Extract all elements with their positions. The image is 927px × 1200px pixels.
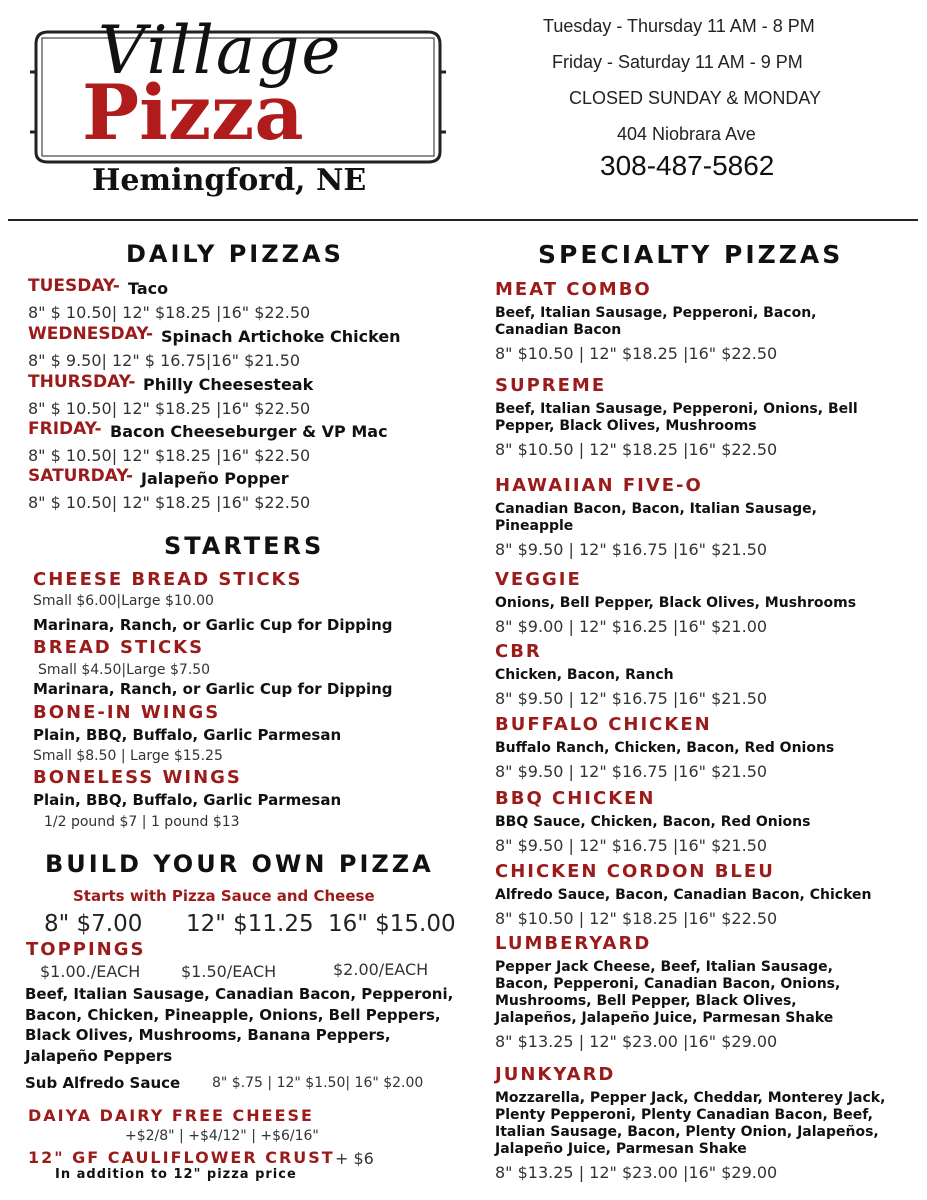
description-line: Onions, Bell Pepper, Black Olives, Mushrooms xyxy=(495,595,857,611)
description-line: Pineapple xyxy=(495,518,574,534)
daily-pizza-day: SATURDAY- xyxy=(28,466,134,486)
alfredo-label: Sub Alfredo Sauce xyxy=(25,1074,181,1092)
alfredo-price: 8" $.75 | 12" $1.50| 16" $2.00 xyxy=(212,1075,424,1091)
specialty-pizza-price: 8" $9.00 | 12" $16.25 |16" $21.00 xyxy=(495,617,768,636)
specialty-pizza-description xyxy=(495,305,817,339)
daily-pizza-price: 8" $ 10.50| 12" $18.25 |16" $22.50 xyxy=(28,446,311,465)
specialty-pizza-price: 8" $9.50 | 12" $16.75 |16" $21.50 xyxy=(495,762,768,781)
specialty-pizza-price: 8" $10.50 | 12" $18.25 |16" $22.50 xyxy=(495,440,778,459)
starter-price: Small $6.00|Large $10.00 xyxy=(33,593,214,609)
specialty-pizza-name: LUMBERYARD xyxy=(495,933,652,954)
description-line: Pepper, Black Olives, Mushrooms xyxy=(495,418,757,434)
header-divider xyxy=(8,219,918,221)
gf-crust-price: + $6 xyxy=(335,1149,374,1168)
gf-crust-label: 12" GF CAULIFLOWER CRUST xyxy=(28,1148,335,1167)
starter-description: Marinara, Ranch, or Garlic Cup for Dipping xyxy=(33,616,393,634)
daily-pizza-name: Taco xyxy=(128,279,169,298)
specialty-pizza-price: 8" $9.50 | 12" $16.75 |16" $21.50 xyxy=(495,836,768,855)
specialty-pizza-name: BUFFALO CHICKEN xyxy=(495,714,712,735)
specialty-pizza-name: CBR xyxy=(495,641,542,662)
logo-village: Village xyxy=(98,12,343,89)
byo-size-8: 8" $7.00 xyxy=(44,911,143,937)
description-line: BBQ Sauce, Chicken, Bacon, Red Onions xyxy=(495,814,811,830)
specialty-pizza-description xyxy=(495,814,810,831)
description-line: Buffalo Ranch, Chicken, Bacon, Red Onions xyxy=(495,740,835,756)
daily-pizza-day: TUESDAY- xyxy=(28,276,120,296)
description-line: Pepper Jack Cheese, Beef, Italian Sausage, xyxy=(495,959,833,975)
specialty-pizza-name: VEGGIE xyxy=(495,569,582,590)
hours-weekend: Friday - Saturday 11 AM - 9 PM xyxy=(552,52,803,72)
toppings-line: Black Olives, Mushrooms, Banana Peppers, xyxy=(25,1026,391,1044)
specialty-pizzas-heading: SPECIALTY PIZZAS xyxy=(538,240,844,269)
specialty-pizza-name: SUPREME xyxy=(495,375,607,396)
address: 404 Niobrara Ave xyxy=(617,124,756,144)
starters-heading: STARTERS xyxy=(164,532,325,560)
description-line: Chicken, Bacon, Ranch xyxy=(495,667,674,683)
byo-size-12: 12" $11.25 xyxy=(186,911,314,937)
starter-name: BONE-IN WINGS xyxy=(33,702,221,723)
starter-name: BONELESS WINGS xyxy=(33,767,242,788)
daily-pizza-name: Bacon Cheeseburger & VP Mac xyxy=(110,422,388,441)
daily-pizza-name: Jalapeño Popper xyxy=(141,469,289,488)
specialty-pizza-price: 8" $13.25 | 12" $23.00 |16" $29.00 xyxy=(495,1032,778,1051)
specialty-pizza-description xyxy=(495,595,856,612)
starter-description: Plain, BBQ, Buffalo, Garlic Parmesan xyxy=(33,726,342,744)
description-line: Bacon, Pepperoni, Canadian Bacon, Onions, xyxy=(495,976,841,992)
specialty-pizza-name: BBQ CHICKEN xyxy=(495,788,656,809)
specialty-pizza-name: HAWAIIAN FIVE-O xyxy=(495,475,703,496)
specialty-pizza-description xyxy=(495,667,674,684)
description-line: Beef, Italian Sausage, Pepperoni, Bacon, xyxy=(495,305,817,321)
daily-pizza-day: THURSDAY- xyxy=(28,372,136,392)
description-line: Canadian Bacon xyxy=(495,322,622,338)
description-line: Mozzarella, Pepper Jack, Cheddar, Monterey Jack, xyxy=(495,1090,886,1106)
specialty-pizza-description xyxy=(495,501,817,535)
toppings-line: Beef, Italian Sausage, Canadian Bacon, Pepperoni, xyxy=(25,985,454,1003)
toppings-line: Bacon, Chicken, Pineapple, Onions, Bell Peppers, xyxy=(25,1005,441,1024)
starter-price: 1/2 pound $7 | 1 pound $13 xyxy=(44,814,240,830)
topping-price-16: $2.00/EACH xyxy=(333,960,429,979)
daily-pizza-price: 8" $ 10.50| 12" $18.25 |16" $22.50 xyxy=(28,303,311,322)
toppings-line: Jalapeño Peppers xyxy=(25,1046,173,1065)
starter-description: Plain, BBQ, Buffalo, Garlic Parmesan xyxy=(33,791,342,809)
starter-description: Marinara, Ranch, or Garlic Cup for Dipping xyxy=(33,680,393,698)
specialty-pizza-description xyxy=(495,401,858,435)
description-line: Italian Sausage, Bacon, Plenty Onion, Jalapeños, xyxy=(495,1124,879,1140)
specialty-pizza-description xyxy=(495,1090,885,1158)
toppings-label: TOPPINGS xyxy=(26,939,146,960)
description-line: Jalapeños, Jalapeño Juice, Parmesan Shake xyxy=(495,1010,834,1026)
specialty-pizza-price: 8" $10.50 | 12" $18.25 |16" $22.50 xyxy=(495,344,778,363)
toppings-list xyxy=(25,984,453,1066)
daily-pizza-day: WEDNESDAY- xyxy=(28,324,154,344)
daily-pizzas-heading: DAILY PIZZAS xyxy=(126,240,344,268)
description-line: Canadian Bacon, Bacon, Italian Sausage, xyxy=(495,501,817,517)
daily-pizza-price: 8" $ 9.50| 12" $ 16.75|16" $21.50 xyxy=(28,351,301,370)
gf-crust-note: In addition to 12" pizza price xyxy=(55,1167,297,1182)
starter-name: CHEESE BREAD STICKS xyxy=(33,569,303,590)
daily-pizza-price: 8" $ 10.50| 12" $18.25 |16" $22.50 xyxy=(28,493,311,512)
specialty-pizza-name: MEAT COMBO xyxy=(495,279,652,300)
specialty-pizza-price: 8" $13.25 | 12" $23.00 |16" $29.00 xyxy=(495,1163,778,1182)
byo-subtitle: Starts with Pizza Sauce and Cheese xyxy=(73,887,375,905)
description-line: Alfredo Sauce, Bacon, Canadian Bacon, Chicken xyxy=(495,887,872,903)
description-line: Mushrooms, Bell Pepper, Black Olives, xyxy=(495,993,797,1009)
daily-pizza-name: Philly Cheesesteak xyxy=(143,375,314,394)
topping-price-12: $1.50/EACH xyxy=(181,962,277,981)
daily-pizza-price: 8" $ 10.50| 12" $18.25 |16" $22.50 xyxy=(28,399,311,418)
daily-pizza-name: Spinach Artichoke Chicken xyxy=(161,327,401,346)
starter-name: BREAD STICKS xyxy=(33,637,205,658)
description-line: Plenty Pepperoni, Plenty Canadian Bacon, Beef, xyxy=(495,1107,873,1123)
specialty-pizza-name: CHICKEN CORDON BLEU xyxy=(495,861,775,882)
starter-price: Small $8.50 | Large $15.25 xyxy=(33,748,223,764)
byo-heading: BUILD YOUR OWN PIZZA xyxy=(45,850,434,878)
logo-town: Hemingford, NE xyxy=(92,163,367,198)
daiya-label: DAIYA DAIRY FREE CHEESE xyxy=(28,1106,314,1125)
description-line: Jalapeño Juice, Parmesan Shake xyxy=(495,1141,747,1157)
topping-price-8: $1.00./EACH xyxy=(40,962,141,981)
byo-size-16: 16" $15.00 xyxy=(328,911,456,937)
daily-pizza-day: FRIDAY- xyxy=(28,419,102,439)
hours-weekday: Tuesday - Thursday 11 AM - 8 PM xyxy=(543,16,815,36)
specialty-pizza-description xyxy=(495,740,834,757)
specialty-pizza-price: 8" $10.50 | 12" $18.25 |16" $22.50 xyxy=(495,909,778,928)
logo-pizza: Pizza xyxy=(82,68,304,157)
daiya-price: +$2/8" | +$4/12" | +$6/16" xyxy=(125,1128,319,1144)
specialty-pizza-description xyxy=(495,959,840,1027)
starter-price: Small $4.50|Large $7.50 xyxy=(38,662,211,678)
specialty-pizza-name: JUNKYARD xyxy=(495,1064,616,1085)
description-line: Beef, Italian Sausage, Pepperoni, Onions, Bell xyxy=(495,401,858,417)
specialty-pizza-price: 8" $9.50 | 12" $16.75 |16" $21.50 xyxy=(495,689,768,708)
closed-notice: CLOSED SUNDAY & MONDAY xyxy=(569,88,822,108)
specialty-pizza-price: 8" $9.50 | 12" $16.75 |16" $21.50 xyxy=(495,540,768,559)
specialty-pizza-description xyxy=(495,887,872,904)
phone-number: 308-487-5862 xyxy=(600,150,775,181)
